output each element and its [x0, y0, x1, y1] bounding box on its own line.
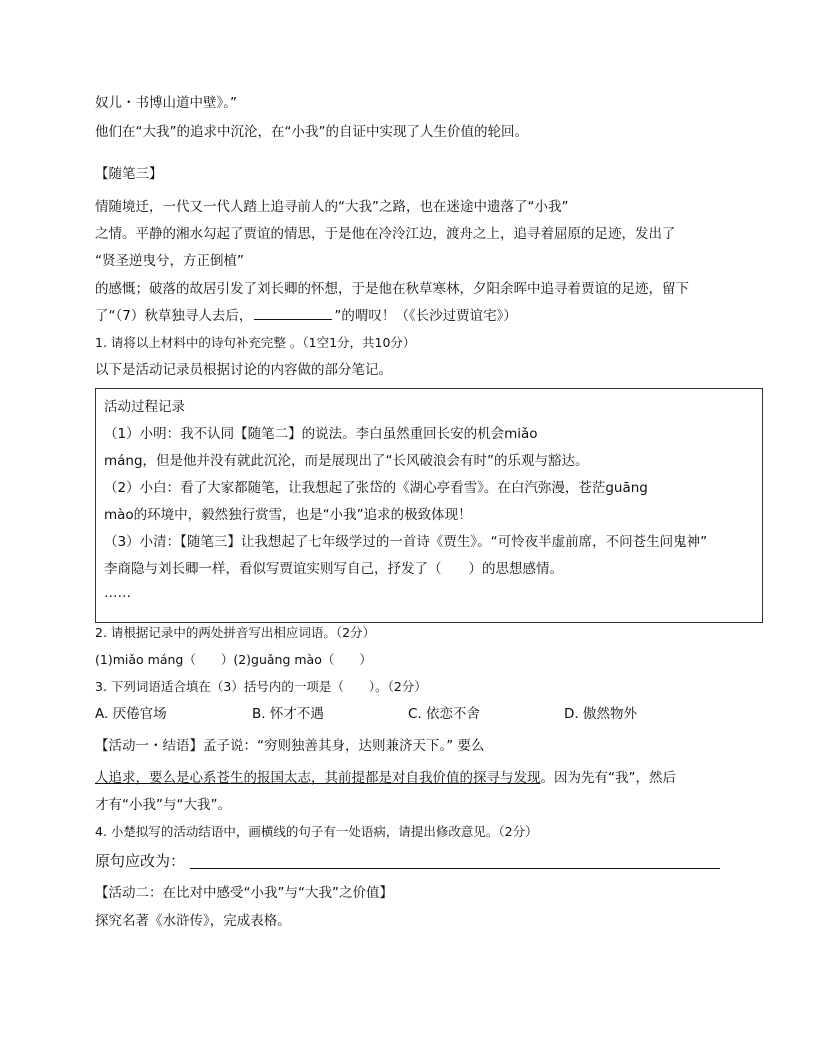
option-d[interactable]: D. 傲然物外 [564, 706, 637, 722]
note-line: mào的环境中，毅然独行赏雪，也是“小我”追求的极致体现！ [104, 507, 472, 523]
option-a[interactable]: A. 厌倦官场 [95, 706, 167, 722]
note-line: （1）小明：我不认同【随笔二】的说法。李白虽然重回长安的机会miǎo [104, 426, 538, 442]
section-heading-essay-3: 【随笔三】 [95, 166, 163, 182]
option-b[interactable]: B. 怀才不遇 [252, 706, 324, 722]
notes-intro: 以下是活动记录员根据讨论的内容做的部分笔记。 [95, 362, 392, 378]
question-2-items: (1)miǎo máng（ ）(2)guǎng mào（ ） [95, 652, 372, 667]
text-line: 他们在“大我”的追求中沉沦，在“小我”的自证中实现了人生价值的轮回。 [95, 124, 528, 140]
note-line: 李商隐与刘长卿一样，看似写贾谊实则写自己，抒发了（ ）的思想感情。 [104, 561, 563, 577]
activity-2-title: 【活动二：在比对中感受“小我”与“大我”之价值】 [95, 885, 393, 901]
note-line: máng，但是他并没有就此沉沦，而是展现出了“长风破浪会有时”的乐观与豁达。 [104, 453, 589, 469]
text-fragment: 了“（7）秋草独寻人去后， [95, 308, 253, 324]
text-fragment: ”的喟叹！（《长沙过贾谊宅》） [334, 308, 517, 324]
text-line: “贤圣逆曳兮，方正倒植” [95, 253, 244, 269]
answer-line[interactable] [190, 868, 720, 869]
note-line: （2）小白：看了大家都随笔，让我想起了张岱的《湖心亭看雪》。在白汽弥漫，苍茫guāng [104, 480, 648, 496]
question-4: 4. 小楚拟写的活动结语中，画横线的句子有一处语病，请提出修改意见。（2分） [95, 824, 538, 839]
text-line: 奴儿・书博山道中壁》。” [95, 95, 237, 111]
conclusion-line [95, 768, 676, 788]
text-line: 情随境迁，一代又一代人踏上追寻前人的“大我”之路，也在迷途中遗落了“小我” [95, 199, 569, 215]
answer-blank[interactable] [254, 305, 332, 320]
activity-2-task: 探究名著《水浒传》，完成表格。 [95, 913, 291, 929]
note-ellipsis: …… [104, 585, 131, 601]
notes-title: 活动过程记录 [104, 399, 185, 415]
conclusion-line: 【活动一・结语】孟子说：“穷则独善其身，达则兼济天下。” 要么 [95, 738, 485, 754]
text-fragment: 。因为先有“我”，然后 [540, 770, 676, 786]
text-line: 之情。平静的湘水勾起了贾谊的情思，于是他在冷泠江边，渡舟之上，追寻着屈原的足迹，发出了 [95, 226, 676, 242]
question-1: 1. 请将以上材料中的诗句补充完整 。（1空1分，共10分） [95, 335, 416, 350]
answer-label: 原句应改为： [95, 852, 186, 870]
question-2: 2. 请根据记录中的两处拼音写出相应词语。（2分） [95, 625, 376, 640]
conclusion-line: 才有“小我”与“大我”。 [95, 797, 231, 813]
option-c[interactable]: C. 依恋不舍 [408, 706, 481, 722]
note-line: （3）小清：【随笔三】让我想起了七年级学过的一首诗《贾生》。“可怜夜半虚前席，不问苍生问鬼神” [104, 534, 708, 550]
question-3: 3. 下列词语适合填在（3）括号内的一项是（ ）。（2分） [95, 679, 427, 694]
underlined-sentence: 人追求，要么是心系苍生的报国太志，其前提都是对自我价值的探寻与发现 [95, 770, 541, 786]
fill-in-line [95, 305, 517, 326]
text-line: 的感慨；破落的故居引发了刘长卿的怀想，于是他在秋草寒林，夕阳余晖中追寻着贾谊的足迹，留下 [95, 281, 689, 297]
